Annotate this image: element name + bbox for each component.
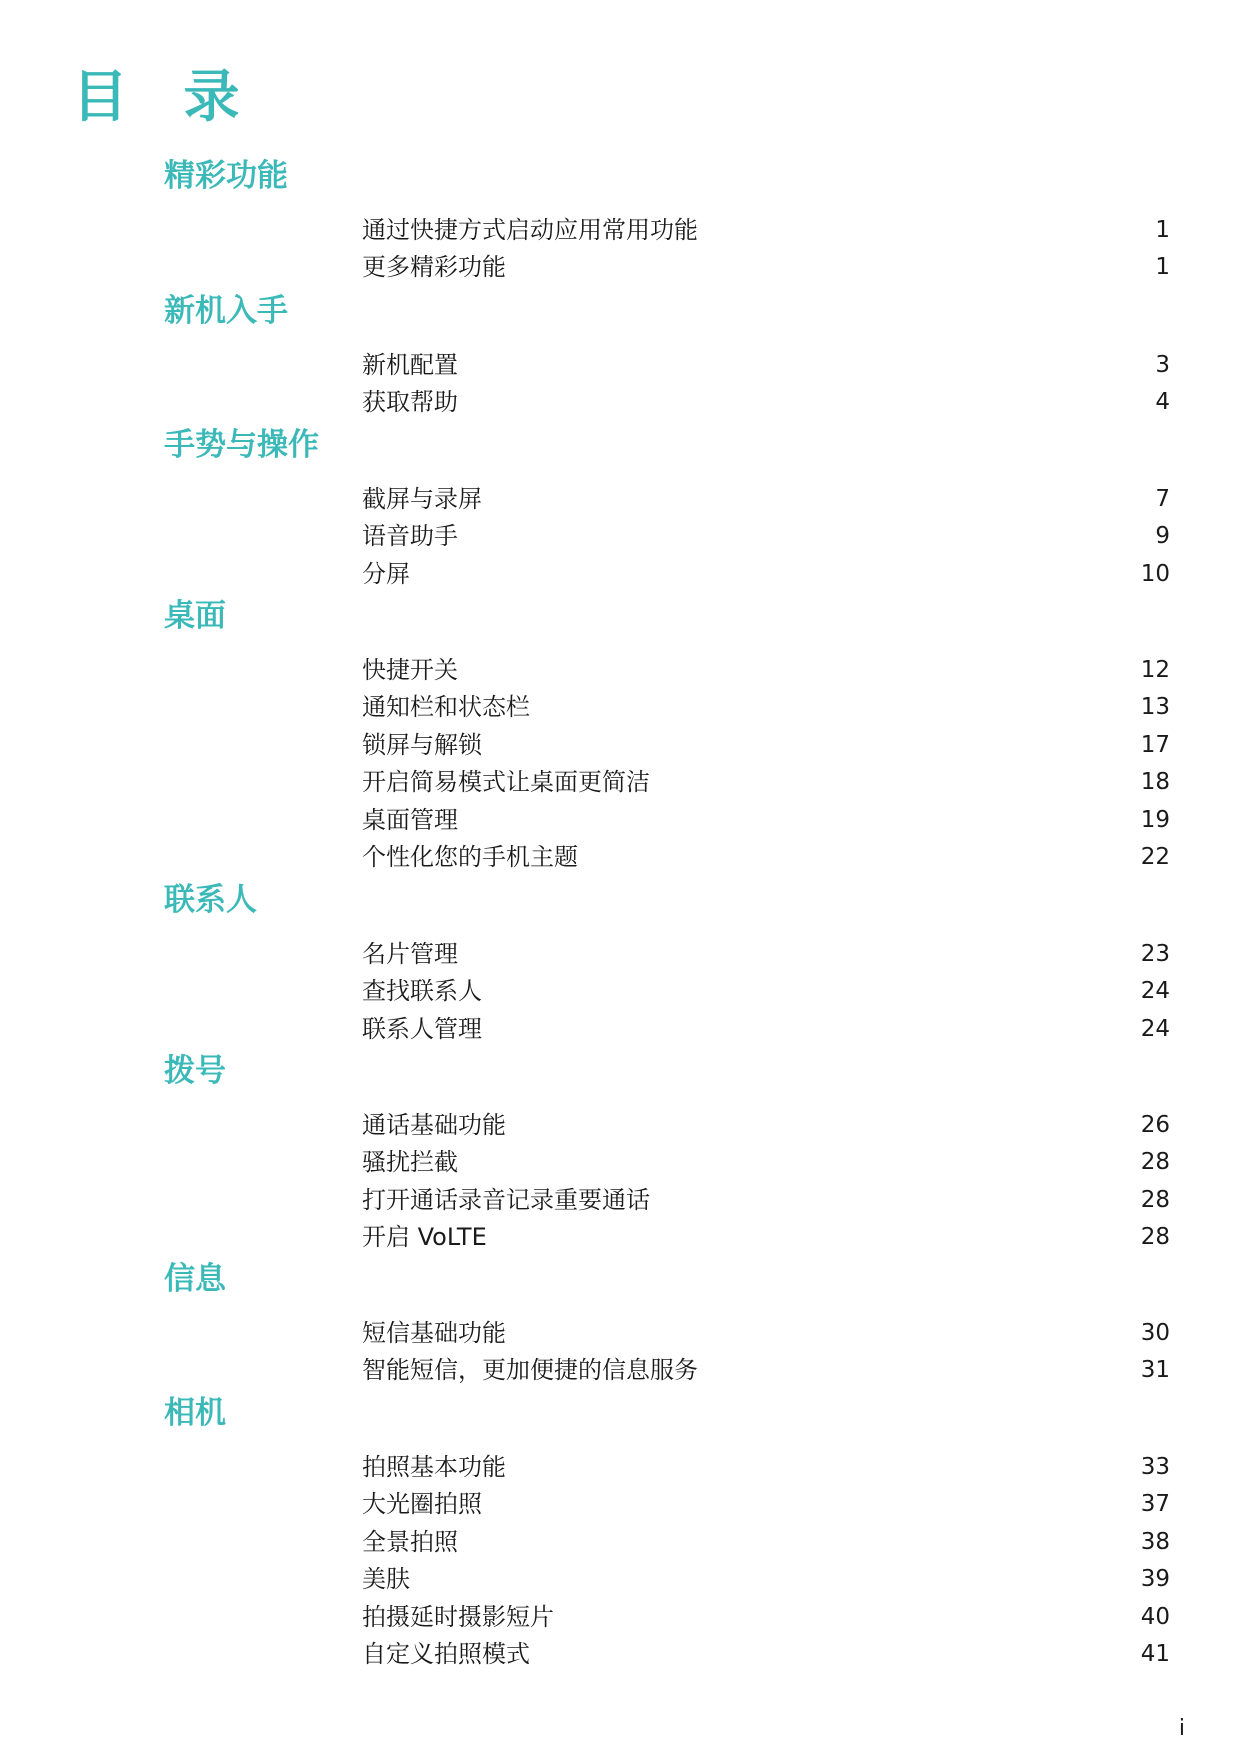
- toc-entry-page: 38: [1140, 1528, 1170, 1555]
- toc-entry-label: 自定义拍照模式: [362, 1640, 530, 1668]
- toc-entry-label: 名片管理: [362, 940, 458, 968]
- toc-entry[interactable]: [0, 936, 1241, 973]
- toc-entry-page: 28: [1140, 1149, 1170, 1176]
- section-title: 联系人: [164, 882, 257, 918]
- toc-entry-label: 大光圈拍照: [362, 1490, 482, 1519]
- section-title: 手势与操作: [164, 427, 319, 463]
- toc-entry-label: 拍摄延时摄影短片: [362, 1602, 554, 1631]
- toc-entry[interactable]: [0, 802, 1241, 839]
- toc-entry-label: 通话基础功能: [362, 1111, 506, 1139]
- toc-entry-page: 3: [1155, 352, 1170, 378]
- toc-entry-page: 24: [1140, 978, 1170, 1005]
- toc-entry-label: 短信基础功能: [362, 1319, 506, 1347]
- section-title: 桌面: [164, 598, 226, 634]
- toc-entry[interactable]: [0, 481, 1241, 518]
- toc-entry-page: 39: [1140, 1566, 1170, 1593]
- toc-entry[interactable]: [0, 1011, 1241, 1048]
- toc-entry-label: 拍照基本功能: [362, 1453, 506, 1481]
- toc-entry-label: 联系人管理: [362, 1014, 482, 1043]
- toc-entry[interactable]: [0, 1449, 1241, 1486]
- toc-entry-page: 28: [1140, 1186, 1170, 1213]
- section-title: 信息: [164, 1261, 226, 1297]
- toc-entry[interactable]: [0, 689, 1241, 726]
- toc-entry[interactable]: [0, 1182, 1241, 1219]
- toc-entry-label: 通过快捷方式启动应用常用功能: [362, 216, 698, 244]
- toc-entry[interactable]: [0, 347, 1241, 384]
- toc-entry[interactable]: [0, 212, 1241, 249]
- toc-entry-page: 12: [1140, 657, 1170, 683]
- toc-entry-page: 13: [1140, 694, 1170, 721]
- toc-entry-page: 17: [1140, 731, 1170, 758]
- toc-entry-label: 新机配置: [362, 351, 458, 379]
- section-title: 精彩功能: [164, 158, 288, 194]
- toc-entry-page: 28: [1140, 1224, 1170, 1251]
- toc-entry[interactable]: [0, 973, 1241, 1010]
- toc-entry[interactable]: [0, 1599, 1241, 1636]
- toc-entry-page: 19: [1140, 806, 1170, 833]
- toc-entry[interactable]: [0, 1219, 1241, 1256]
- page-number: i: [1178, 1716, 1185, 1741]
- toc-entry[interactable]: [0, 1144, 1241, 1181]
- toc-entry[interactable]: [0, 1107, 1241, 1144]
- toc-entry[interactable]: [0, 1524, 1241, 1561]
- toc-entry-label: 个性化您的手机主题: [362, 843, 578, 871]
- toc-entry[interactable]: [0, 1561, 1241, 1598]
- toc-entry-page: 4: [1155, 389, 1170, 416]
- toc-entry[interactable]: [0, 1352, 1241, 1389]
- toc-entry-page: 9: [1155, 523, 1170, 550]
- toc-entry-page: 37: [1140, 1491, 1170, 1518]
- toc-entry-label: 开启 VoLTE: [362, 1223, 487, 1252]
- toc-entry-page: 1: [1155, 254, 1170, 281]
- toc-entry-label: 更多精彩功能: [362, 253, 506, 282]
- toc-entry-label: 骚扰拦截: [362, 1148, 458, 1177]
- toc-entry-label: 智能短信，更加便捷的信息服务: [362, 1356, 698, 1385]
- toc-entry-label: 通知栏和状态栏: [362, 693, 530, 722]
- toc-entry-page: 1: [1155, 217, 1170, 243]
- toc-entry-label: 获取帮助: [362, 388, 458, 417]
- toc-entry-label: 打开通话录音记录重要通话: [362, 1185, 650, 1214]
- toc-entry-label: 开启简易模式让桌面更简洁: [362, 768, 650, 797]
- toc-entry[interactable]: [0, 518, 1241, 555]
- toc-entry-page: 40: [1140, 1603, 1170, 1630]
- toc-entry-label: 语音助手: [362, 522, 458, 551]
- toc-entry-label: 锁屏与解锁: [362, 730, 482, 759]
- toc-entry[interactable]: [0, 839, 1241, 876]
- toc-entry-page: 26: [1140, 1112, 1170, 1138]
- toc-entry-label: 查找联系人: [362, 977, 482, 1006]
- toc-entry[interactable]: [0, 249, 1241, 286]
- toc-entry[interactable]: [0, 556, 1241, 593]
- toc-entry-page: 24: [1140, 1015, 1170, 1042]
- toc-entry-page: 41: [1140, 1641, 1170, 1667]
- toc-entry-page: 30: [1140, 1320, 1170, 1346]
- toc-entry[interactable]: [0, 1315, 1241, 1352]
- toc-entry-page: 23: [1140, 941, 1170, 967]
- toc-entry-label: 快捷开关: [362, 656, 458, 684]
- section-title: 相机: [164, 1395, 226, 1431]
- toc-entry-page: 10: [1140, 560, 1170, 587]
- toc-entry[interactable]: [0, 764, 1241, 801]
- toc-entry[interactable]: [0, 384, 1241, 421]
- toc-entry-label: 截屏与录屏: [362, 485, 482, 513]
- toc-entry-page: 31: [1140, 1357, 1170, 1384]
- toc-entry-page: 18: [1140, 769, 1170, 796]
- toc-entry[interactable]: [0, 652, 1241, 689]
- toc-entry-page: 22: [1140, 844, 1170, 870]
- toc-entry-page: 33: [1140, 1454, 1170, 1480]
- toc-entry-label: 美肤: [362, 1565, 410, 1594]
- toc-entry[interactable]: [0, 1486, 1241, 1523]
- section-title: 拨号: [164, 1053, 226, 1089]
- toc-entry-page: 7: [1155, 486, 1170, 512]
- toc-entry[interactable]: [0, 1636, 1241, 1673]
- section-title: 新机入手: [164, 293, 288, 329]
- toc-entry-label: 全景拍照: [362, 1527, 458, 1556]
- toc-entry-label: 分屏: [362, 559, 410, 588]
- toc-entry-label: 桌面管理: [362, 805, 458, 834]
- page-title: 目 录: [72, 65, 258, 130]
- toc-entry[interactable]: [0, 727, 1241, 764]
